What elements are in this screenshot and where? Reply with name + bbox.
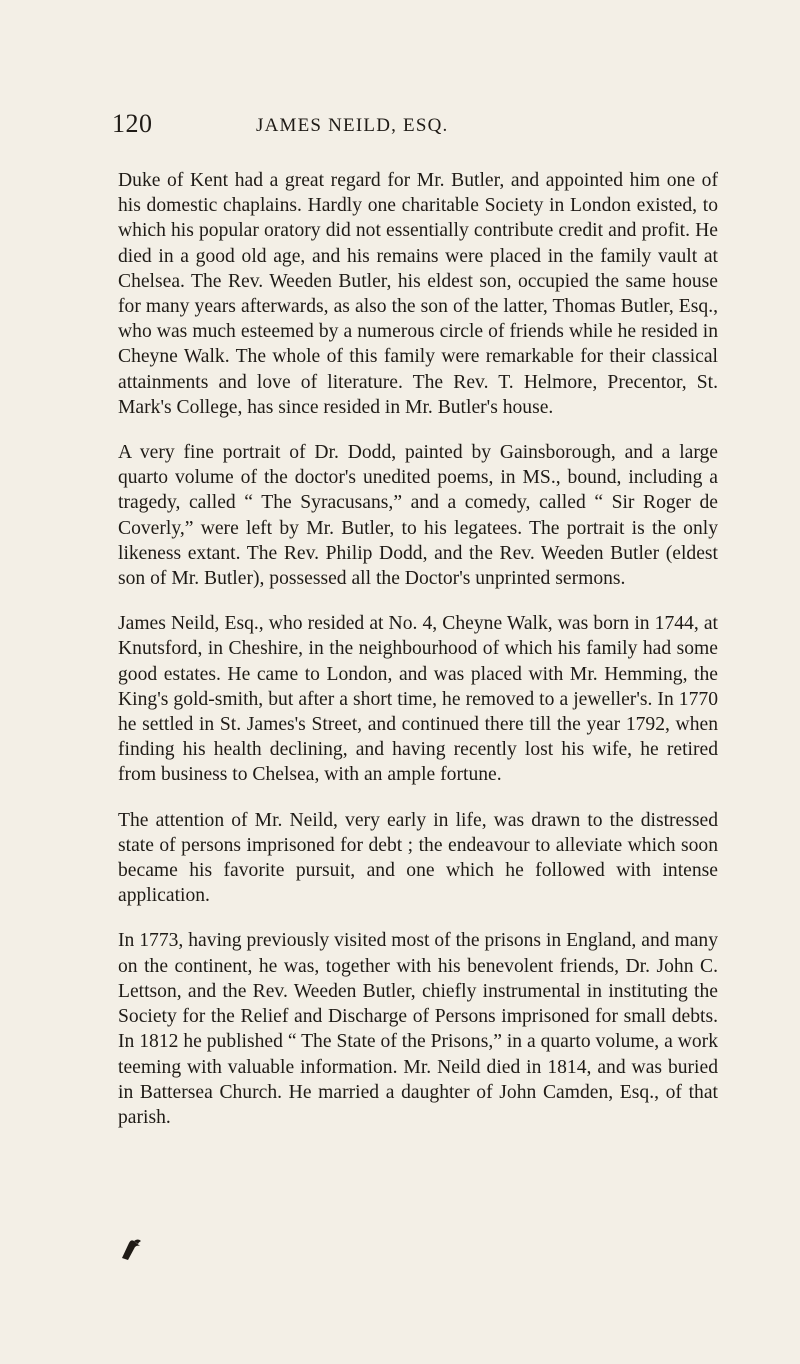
paragraph-dodd-portrait: A very fine portrait of Dr. Dodd, painted by Gainsborough, and a large quarto volume of the doctor's unedited poems, in MS., bound, including a tragedy, called “ The Syracusans,” and a comedy, called “ Sir Roger de Coverly,” were left by Mr. Butler, to his legatees. The portrait is the only likeness extant. The Rev. Philip Dodd, and the Rev. Weeden Butler (eldest son of Mr. Butler), possessed all the Doctor's unprinted sermons. [118,442,718,590]
paragraph-prisons-society: In 1773, having previously visited most of the prisons in England, and many on the continent, he was, together with his benevolent friends, Dr. John C. Lettson, and the Rev. Weeden Butler, chiefly instrumental in instituting the Society for the Relief and Discharge of Persons imprisoned for small debts. In 1812 he published “ The State of the Prisons,” in a quarto volume, a work teeming with valuable information. Mr. Neild died in 1814, and was buried in Battersea Church. He married a daughter of John Camden, Esq., of that parish. [118,930,718,1128]
body-text [118,168,718,1150]
running-head [0,108,800,140]
paragraph-neild-biography: James Neild, Esq., who resided at No. 4, Cheyne Walk, was born in 1744, at Knutsford, in Cheshire, in the neighbourhood of which his family had some good estates. He came to London, and was placed with Mr. Hemming, the King's gold-smith, but after a short time, he removed to a jeweller's. In 1770 he settled in St. James's Street, and continued there till the year 1792, when finding his health declining, and having recently lost his wife, he retired from business to Chelsea, with an ample fortune. [118,613,718,786]
printers-ornament-icon [118,1236,144,1262]
page-number: 120 [112,109,153,138]
paragraph-butler-family: Duke of Kent had a great regard for Mr. Butler, and appointed him one of his domestic chaplains. Hardly one charitable Society in London existed, to which his popular oratory did not essentially contribute credit and profit. He died in a good old age, and his remains were placed in the family vault at Chelsea. The Rev. Weeden Butler, his eldest son, occupied the same house for many years afterwards, as also the son of the latter, Thomas Butler, Esq., who was much esteemed by a numerous circle of friends while he resided in Cheyne Walk. The whole of this family were remarkable for their classical attainments and love of literature. The Rev. T. Helmore, Precentor, St. Mark's College, has since resided in Mr. Butler's house. [118,170,718,418]
paragraph-debtors-attention: The attention of Mr. Neild, very early in life, was drawn to the distressed state of persons imprisoned for debt ; the endeavour to alleviate which soon became his favorite pursuit, and one which he followed with intense application. [118,809,718,907]
running-title: JAMES NEILD, ESQ. [256,115,449,136]
